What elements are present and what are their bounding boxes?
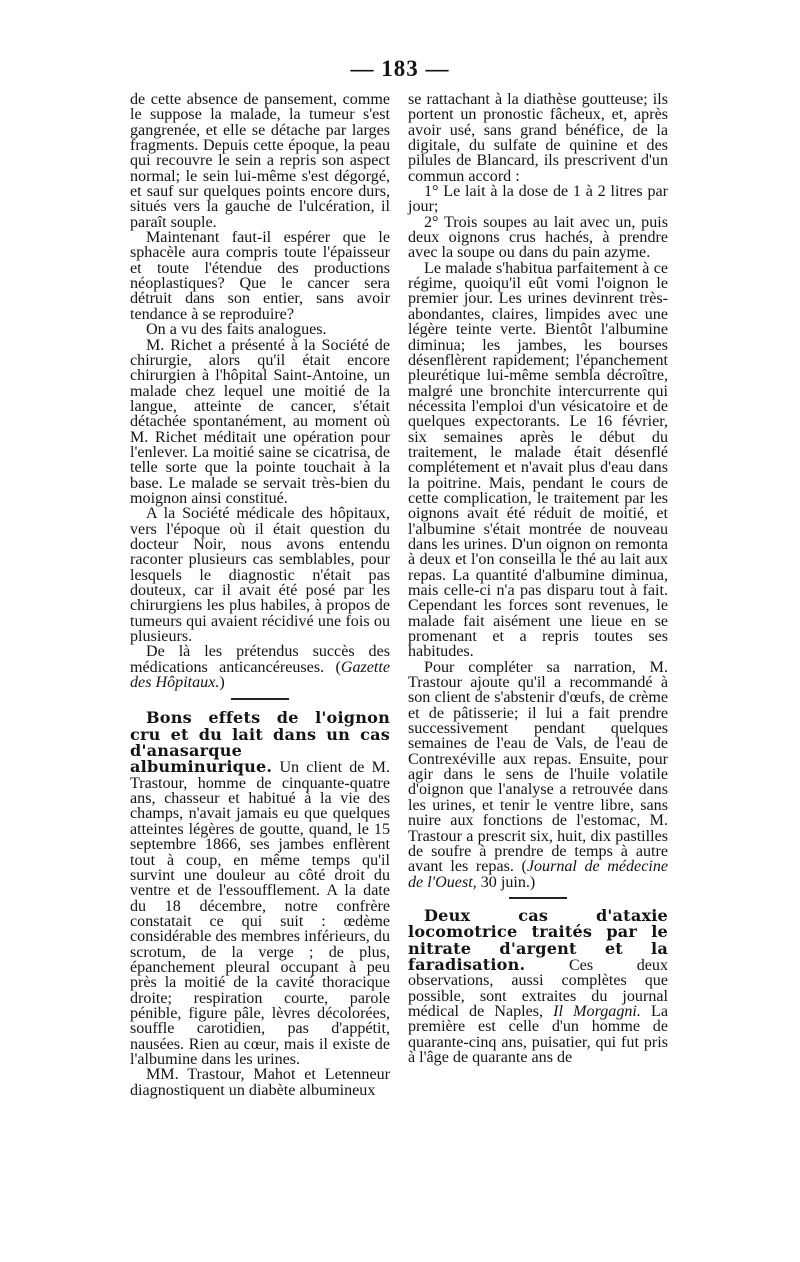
paragraph-text: De là les prétendus succès des médications anticancéreuses. ( xyxy=(130,643,390,676)
paragraph xyxy=(408,660,668,890)
article-body: Un client de M. Trastour, homme de cinquante-quatre ans, chasseur et habitué à la vie des champs, n'avait jamais eu que quelques atteintes légères de goutte, quand, le 15 septembre 1866, ses jambes enflèrent tout à coup, en même temps qu'il survint une douleur au côté droit du ventre et de l'essoufflement. A la date du 18 décembre, notre confrère constatait ce qui suit : œdème considérable des membres inférieurs, du scrotum, de la verge ; de plus, épanchement pleural occupant à peu près la moitié de la cavité thoracique droite; respiration courte, parole pénible, figure pâle, lèvres décolorées, souffle carotidien, pas d'appétit, nausées. Rien au cœur, mais il existe de l'albumine dans les urines. xyxy=(130,759,390,1068)
paragraph: On a vu des faits analogues. xyxy=(146,321,327,339)
list-item: 2° Trois soupes au lait avec un, puis deux oignons crus hachés, à prendre avec la soupe ou dans du pain azyme. xyxy=(408,213,668,262)
paragraph-text: 30 juin.) xyxy=(476,873,536,891)
article-paragraph xyxy=(408,905,669,1066)
paragraph-text: Pour compléter sa narration, M. Trastour ajoute qu'il a recommandé à son client de s'abstenir d'œufs, de crème et de pâtisserie; il lui a fait prendre successivement pendant quelques semaines de l'eau de Vals, de l'eau de Contrexéville aux repas. Ensuite, pour agir dans le sens de l'huile volatile d'oignon que l'analyse a retrouvée dans les urines, et tenir le ventre libre, sans nuire aux fonctions de l'estomac, M. Trastour a prescrit six, huit, dix pastilles de soufre à prendre de temps à autre avant les repas. ( xyxy=(408,658,668,876)
paragraph-text: ) xyxy=(219,674,225,692)
paragraph: de cette absence de pansement, comme le suppose la malade, la tumeur s'est gangrenée, et elle se détache par larges fragments. Depuis cette époque, la peau qui recouvre le sein a repris son aspect normal; le sein lui-même s'est dégorgé, et sauf sur quelques points encore durs, situés vers la gauche de l'ulcération, il paraît souple. xyxy=(130,91,390,231)
article-title: Bons effets de l'oignon cru et du lait dans un cas d'anasarque albuminurique. xyxy=(130,708,390,777)
source-citation: Il Morgagni. xyxy=(553,1002,641,1020)
paragraph: se rattachant à la diathèse goutteuse; ils portent un pronostic fâcheux, et, après avoir usé, sans grand bénéfice, de la digitale, du sulfate de quinine et des pilules de Blancard, ils prescrivent d'un commun accord : xyxy=(408,91,668,185)
page-number: — 183 — xyxy=(350,56,450,81)
paragraph: MM. Trastour, Mahot et Letenneur diagnostiquent un diabète albumineux xyxy=(130,1066,390,1099)
source-citation: Journal de médecine de l'Ouest, xyxy=(408,858,669,891)
paragraph: Maintenant faut-il espérer que le sphacèle aura compris toute l'épaisseur et toute l'étendue des productions néoplastiques? Que le cancer sera détruit dans son entier, sans avoir tendance à se reproduire? xyxy=(130,229,390,323)
left-column xyxy=(130,92,390,1098)
article-body: La première est celle d'un homme de quarante-cinq ans, puisatier, qui fut pris à l'âge de quarante ans de xyxy=(408,1002,669,1066)
article-paragraph xyxy=(130,710,390,1067)
paragraph xyxy=(130,644,390,690)
paragraph: A la Société médicale des hôpitaux, vers l'époque où il était question du docteur Noir, nous avons entendu raconter plusieurs cas semblables, pour lesquels le diagnostic n'était pas douteux, car il avait été posé par les chirurgiens les plus habiles, à propos de tumeurs qui avaient récidivé une fois ou plusieurs. xyxy=(130,505,390,646)
separator-rule xyxy=(231,698,289,700)
source-citation: Gazette des Hôpitaux. xyxy=(130,658,390,692)
right-column xyxy=(408,92,668,1065)
paragraph: M. Richet a présenté à la Société de chirurgie, alors qu'il était encore chirurgien à l'hôpital Saint-Antoine, un malade chez lequel une moitié de la langue, atteinte de cancer, s'était détachée spontanément, au moment où M. Richet méditait une opération pour l'enlever. La moitié saine se cicatrisa, de telle sorte que la pointe touchait à la base. Le malade se servait très-bien du moignon ainsi constitué. xyxy=(130,336,390,507)
separator-rule xyxy=(509,897,567,899)
paragraph: Le malade s'habitua parfaitement à ce régime, quoiqu'il eût vomi l'oignon le premier jour. Les urines devinrent très-abondantes, claires, limpides avec une légère teinte verte. Bientôt l'albumine diminua; les jambes, les bourses désenflèrent rapidement; l'épanchement pleurétique lui-même sembla décroître, malgré une bronchite intercurrente qui nécessita l'emploi d'un vésicatoire et de quelques expectorants. Le 16 février, six semaines après le début du traitement, le malade était désenflé complétement et n'avait plus d'eau dans la poitrine. Mais, pendant le cours de cette complication, le traitement par les oignons avait été réduit de moitié, et l'albumine s'était montrée de nouveau dans les urines. D'un oignon on remonta à deux et l'on conseilla le thé au lait aux repas. La quantité d'albumine diminua, mais celle-ci n'a pas disparu tout à fait. Cependant les forces sont revenues, le malade fait aisément une lieue en se promenant et a repris toutes ses habitudes. xyxy=(408,259,668,661)
article-title: Deux cas d'ataxie locomotrice traités par le nitrate d'argent et la faradisation. xyxy=(408,905,668,974)
article-body: Ces deux observations, aussi complètes que possible, sont extraites du journal médical de Naples, xyxy=(408,956,668,1020)
list-item: 1° Le lait à la dose de 1 à 2 litres par jour; xyxy=(408,183,668,216)
